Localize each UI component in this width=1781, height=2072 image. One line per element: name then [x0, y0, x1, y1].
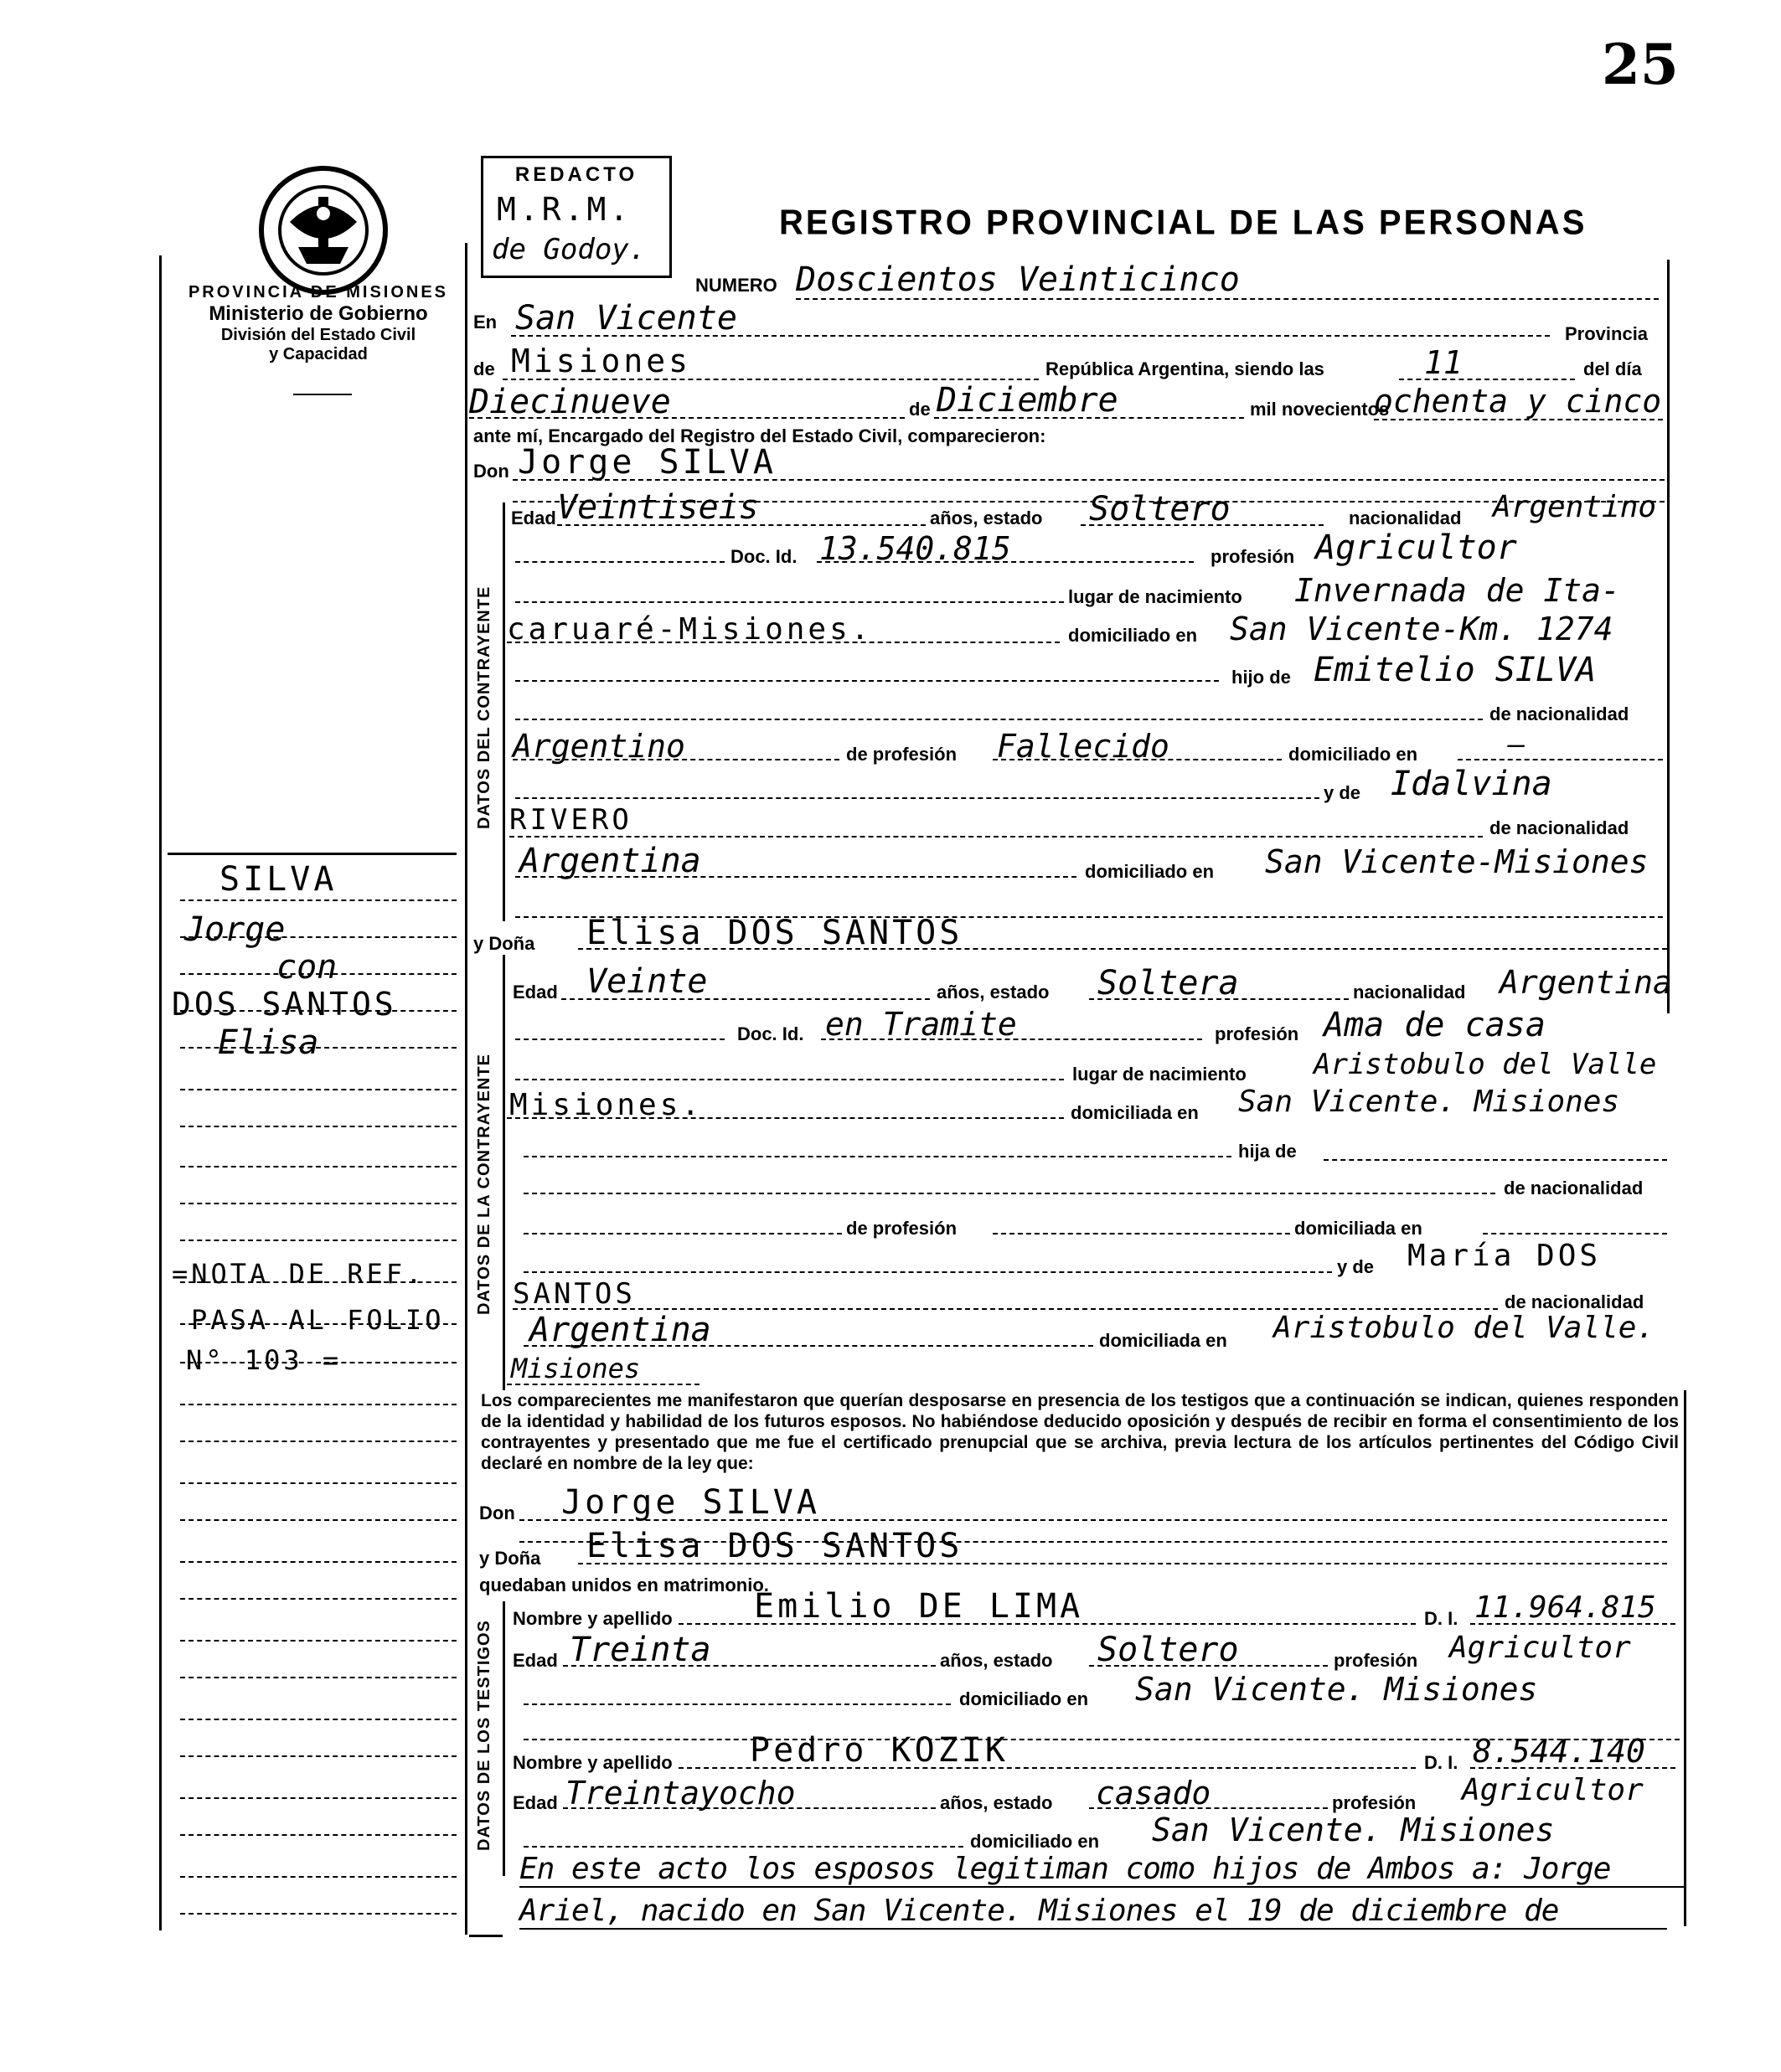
- father-profession-label: de profesión: [846, 744, 958, 765]
- groom-mother-nationality: Argentina: [519, 842, 701, 880]
- republica-label: República Argentina, siendo las: [1045, 358, 1324, 379]
- margin-blank-line: [180, 1240, 457, 1241]
- section-label-groom: DATOS DEL CONTRAYENTE: [475, 585, 493, 829]
- margin-blank-line: [180, 1362, 457, 1363]
- margin-blank-line: [180, 1677, 457, 1678]
- acta-month: Diciembre: [937, 381, 1118, 420]
- father-profession: Fallecido: [997, 728, 1169, 765]
- father-nationality: Argentino: [513, 728, 685, 765]
- witness2-di: 8.544.140: [1473, 1733, 1645, 1770]
- witness2-profession-label: profesión: [1332, 1792, 1417, 1813]
- decl-groom-name: Jorge SILVA: [561, 1483, 820, 1522]
- bride-nationality: Argentina: [1500, 964, 1672, 1001]
- bride-mother-label: y de: [1337, 1256, 1375, 1277]
- margin-note-3: N° 103 =: [186, 1344, 343, 1376]
- witness1-name: Emilio DE LIMA: [754, 1587, 1084, 1626]
- en-label: En: [473, 312, 498, 332]
- acta-day: Diecinueve: [469, 383, 671, 421]
- margin-blank-line: [180, 1719, 457, 1720]
- father-address-label: domiciliado en: [1288, 744, 1418, 765]
- witness2-di-label: D. I.: [1424, 1752, 1458, 1773]
- witness2-state-label: años, estado: [940, 1792, 1053, 1813]
- margin-note-2: PASA AL FOLIO: [191, 1304, 445, 1336]
- margin-blank-line: [180, 1482, 457, 1484]
- margin-blank-line: [180, 1876, 457, 1878]
- acta-province: Misiones: [511, 343, 692, 379]
- witness1-address-label: domiciliado en: [959, 1688, 1089, 1709]
- section-label-bride: DATOS DE LA CONTRAYENTE: [475, 1054, 493, 1315]
- witness2-state: casado: [1096, 1775, 1211, 1812]
- margin-blank-line: [180, 1561, 457, 1563]
- witness2-address-label: domiciliado en: [970, 1831, 1100, 1852]
- groom-nationality: Argentino: [1493, 490, 1657, 524]
- witness1-state-label: años, estado: [940, 1650, 1053, 1671]
- bride-address-label: domiciliada en: [1071, 1102, 1199, 1123]
- bride-mother-address-1: Aristobulo del Valle.: [1273, 1311, 1655, 1345]
- bride-doc-label: Doc. Id.: [737, 1023, 804, 1044]
- witness1-di-label: D. I.: [1424, 1608, 1458, 1629]
- groom-state: Soltero: [1089, 490, 1231, 528]
- margin-name-bride: Elisa: [218, 1023, 319, 1062]
- final-note-line-1: En este acto los esposos legitiman como hijos de Ambos a: Jorge: [519, 1852, 1611, 1886]
- margin-blank-line: [180, 1010, 457, 1012]
- witness2-name: Pedro KOZIK: [750, 1731, 1009, 1770]
- bride-profession-label: profesión: [1215, 1023, 1299, 1044]
- acta-city: San Vicente: [515, 299, 737, 338]
- stamp-initials: M.R.M.: [497, 191, 632, 228]
- groom-profession-label: profesión: [1211, 546, 1295, 567]
- witness1-name-label: Nombre y apellido: [513, 1608, 673, 1629]
- margin-blank-line: [180, 1519, 457, 1521]
- bride-name: Elisa DOS SANTOS: [586, 914, 963, 952]
- margin-blank-line: [180, 1203, 457, 1204]
- redacto-stamp: [481, 156, 672, 278]
- margin-blank-line: [180, 1323, 457, 1325]
- margin-blank-line: [180, 1755, 457, 1757]
- father-nationality-label: de nacionalidad: [1489, 704, 1629, 724]
- province-name: PROVINCIA DE MISIONES: [188, 283, 449, 302]
- groom-profession: Agricultor: [1315, 528, 1517, 567]
- bride-state: Soltera: [1097, 964, 1239, 1002]
- bride-father-nationality-label: de nacionalidad: [1504, 1178, 1644, 1198]
- groom-father: Emitelio SILVA: [1314, 651, 1597, 689]
- groom-address-label: domiciliado en: [1068, 625, 1198, 646]
- bride-father-profession-label: de profesión: [846, 1218, 958, 1239]
- margin-blank-line: [180, 1089, 457, 1090]
- groom-birthplace-1: Invernada de Ita-: [1294, 572, 1620, 609]
- witness1-state: Soltero: [1097, 1631, 1239, 1669]
- bride-birthplace-2: Misiones.: [509, 1088, 704, 1122]
- margin-surname-groom: SILVA: [219, 860, 338, 899]
- groom-nationality-label: nacionalidad: [1349, 508, 1462, 528]
- groom-age: Veintiseis: [557, 488, 759, 527]
- margin-blank-line: [180, 1404, 457, 1405]
- margin-blank-line: [180, 973, 457, 975]
- stamp-signature: de Godoy.: [492, 233, 647, 266]
- margin-blank-line: [180, 936, 457, 938]
- decl-don-label: Don: [479, 1502, 515, 1523]
- mother-label: y de: [1324, 782, 1361, 803]
- margin-blank-line: [180, 1640, 457, 1642]
- margin-blank-line: [180, 1047, 457, 1049]
- father-address: —: [1508, 728, 1525, 761]
- bride-state-label: años, estado: [937, 982, 1050, 1002]
- margin-blank-line: [180, 1913, 457, 1915]
- bride-birthplace-1: Aristobulo del Valle: [1314, 1048, 1657, 1081]
- bride-father-address-label: domiciliada en: [1294, 1218, 1422, 1239]
- groom-doc: 13.540.815: [819, 530, 1011, 567]
- groom-mother-2: RIVERO: [509, 803, 632, 837]
- witness2-profession: Agricultor: [1462, 1773, 1644, 1807]
- margin-blank-line: [180, 1166, 457, 1167]
- dona-label: y Doña: [473, 933, 535, 954]
- numero-label: NUMERO: [695, 275, 777, 296]
- groom-doc-label: Doc. Id.: [730, 546, 798, 567]
- document-title: REGISTRO PROVINCIAL DE LAS PERSONAS: [779, 203, 1587, 243]
- margin-con: con: [276, 948, 338, 987]
- witness2-name-label: Nombre y apellido: [513, 1752, 673, 1773]
- margin-blank-line: [180, 1834, 457, 1836]
- witness1-di: 11.964.815: [1474, 1590, 1656, 1625]
- de-label-2: de: [909, 399, 931, 420]
- bride-nationality-label: nacionalidad: [1353, 982, 1466, 1002]
- groom-address: San Vicente-Km. 1274: [1230, 611, 1613, 647]
- witness1-profession-label: profesión: [1334, 1650, 1418, 1671]
- decl-bride-name: Elisa DOS SANTOS: [586, 1527, 963, 1565]
- margin-name-groom: Jorge: [184, 910, 286, 949]
- bride-profession: Ama de casa: [1324, 1006, 1546, 1044]
- margin-note-1: =NOTA DE REF.: [172, 1258, 426, 1290]
- margin-blank-line: [180, 1441, 457, 1442]
- witness1-profession: Agricultor: [1449, 1631, 1631, 1665]
- bride-parent-label: hija de: [1238, 1141, 1297, 1162]
- groom-mother-address: San Vicente-Misiones: [1265, 843, 1649, 880]
- groom-state-label: años, estado: [930, 508, 1043, 528]
- witness2-age-label: Edad: [513, 1792, 558, 1813]
- groom-parent-label: hijo de: [1231, 667, 1291, 688]
- de-label: de: [473, 358, 495, 379]
- bride-birthplace-label: lugar de nacimiento: [1072, 1064, 1247, 1085]
- margin-blank-line: [180, 1126, 457, 1127]
- acta-number: Doscientos Veinticinco: [796, 260, 1240, 299]
- bride-mother-nationality: Argentina: [529, 1311, 711, 1349]
- division-name-2: y Capacidad: [269, 345, 368, 363]
- section-label-witnesses: DATOS DE LOS TESTIGOS: [475, 1620, 493, 1851]
- stamp-label: REDACTO: [514, 163, 638, 186]
- witness1-address: San Vicente. Misiones: [1135, 1671, 1538, 1708]
- margin-blank-line: [180, 1281, 457, 1283]
- bride-mother-address-2: Misiones: [511, 1353, 641, 1384]
- provincia-label: Provincia: [1565, 323, 1649, 344]
- witness2-age: Treintayocho: [565, 1775, 796, 1812]
- ante-label: ante mí, Encargado del Registro del Estado Civil, comparecieron:: [473, 425, 1046, 446]
- division-name: División del Estado Civil: [220, 326, 416, 344]
- quedaban-label: quedaban unidos en matrimonio.: [479, 1575, 769, 1595]
- mother-nationality-label: de nacionalidad: [1489, 817, 1629, 838]
- bride-mother-nationality-label: de nacionalidad: [1505, 1291, 1644, 1312]
- acta-hour: 11: [1424, 344, 1463, 381]
- margin-blank-line: [180, 899, 457, 901]
- margin-surname-bride: DOS SANTOS: [172, 986, 397, 1023]
- bride-mother-2: SANTOS: [513, 1277, 636, 1311]
- bride-mother-address-label: domiciliada en: [1099, 1330, 1227, 1351]
- groom-mother-1: Idalvina: [1391, 765, 1552, 803]
- page-number: 25: [1602, 32, 1679, 97]
- del-dia-label: del día: [1583, 358, 1642, 379]
- margin-blank-line: [180, 1797, 457, 1799]
- groom-birthplace-label: lugar de nacimiento: [1068, 586, 1242, 607]
- provincial-seal-icon: [256, 163, 390, 297]
- margin-blank-line: [180, 1598, 457, 1600]
- bride-doc: en Tramite: [825, 1006, 1017, 1043]
- bride-age-label: Edad: [513, 982, 558, 1002]
- groom-birthplace-2: caruaré-Misiones.: [507, 612, 873, 647]
- witness1-age: Treinta: [570, 1631, 711, 1669]
- ministry-name: Ministerio de Gobierno: [209, 302, 428, 325]
- final-note-line-2: Ariel, nacido en San Vicente. Misiones el 19 de diciembre de: [519, 1894, 1559, 1928]
- declaration-paragraph: Los comparecientes me manifestaron que querían desposarse en presencia de los testigos que a continuación se indican, quienes responden de la identidad y habilidad de los futuros esposos. No habiéndose deducido oposición y después de recibir en forma el consentimiento de los contrayentes y presentado que me fue el certificado prenupcial que se archiva, previa lectura de los artículos pertinentes del Código Civil declaré en nombre de la ley que:: [481, 1391, 1679, 1473]
- bride-address: San Vicente. Misiones: [1238, 1085, 1620, 1119]
- bride-age: Veinte: [586, 962, 708, 1001]
- mother-address-label: domiciliado en: [1085, 861, 1215, 882]
- decl-dona-label: y Doña: [479, 1548, 541, 1569]
- don-label: Don: [473, 461, 509, 482]
- mil-label: mil novecientos: [1250, 399, 1390, 420]
- witness2-address: San Vicente. Misiones: [1152, 1812, 1555, 1848]
- groom-name: Jorge SILVA: [518, 443, 777, 482]
- groom-age-label: Edad: [511, 508, 556, 528]
- witness1-age-label: Edad: [513, 1650, 558, 1671]
- acta-year: ochenta y cinco: [1374, 383, 1662, 420]
- bride-mother-1: María DOS: [1407, 1239, 1602, 1273]
- left-header: [168, 283, 469, 364]
